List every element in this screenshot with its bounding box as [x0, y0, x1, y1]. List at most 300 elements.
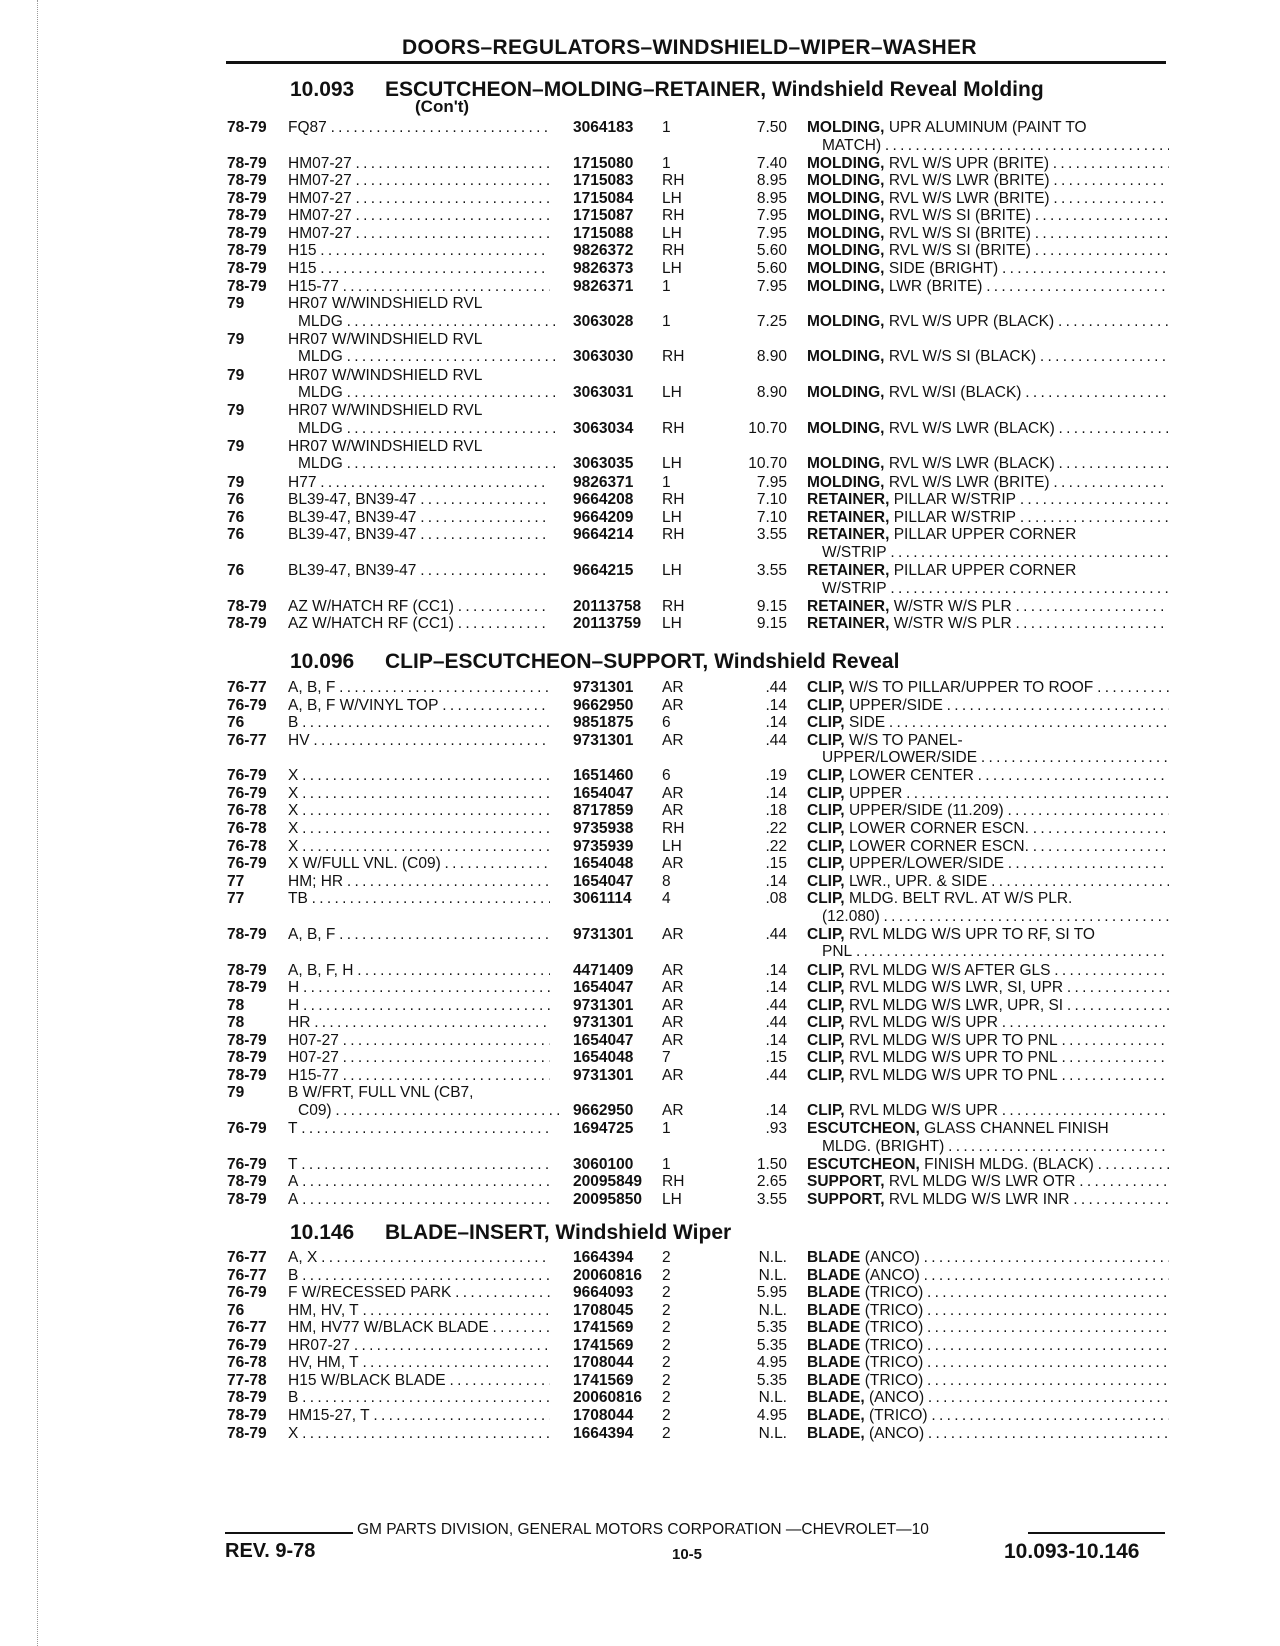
- year-cell: 76-79: [227, 1120, 267, 1138]
- quantity-cell: 6: [662, 767, 671, 785]
- quantity-cell: 2: [662, 1266, 671, 1284]
- quantity-cell: LH: [662, 837, 682, 855]
- part-number-cell: 9664208: [573, 491, 634, 509]
- model-cell: BL39-47, BN39-47 . . .: [288, 525, 550, 544]
- section-continued: (Con't): [415, 97, 470, 116]
- description-cell: [807, 154, 1169, 173]
- price-cell: 7.40: [756, 154, 787, 172]
- description-text: RVL MLDG W/S LWR, UPR, SI: [848, 996, 1064, 1014]
- model-cell: H15-77 . . .: [288, 277, 550, 296]
- year-cell: 78-79: [227, 207, 267, 225]
- year-cell: 76: [227, 1301, 245, 1319]
- description-keyword: ESCUTCHEON,: [807, 1155, 920, 1173]
- part-number-cell: 1715080: [573, 154, 634, 172]
- top-rule: [226, 61, 1166, 64]
- price-cell: .44: [765, 731, 787, 749]
- year-cell: 78: [227, 1014, 245, 1032]
- year-cell: 76-79: [227, 1336, 267, 1354]
- description-text: RVL MLDG W/S LWR, SI, UPR: [848, 979, 1064, 997]
- table-row: [0, 1190, 1280, 1209]
- description-cell: [807, 1031, 1169, 1050]
- part-number-cell: 9664209: [573, 508, 634, 526]
- footer-rule-right: [1028, 1532, 1165, 1534]
- description-cell: [807, 189, 1169, 208]
- model-cell: X . . .: [288, 766, 550, 785]
- price-cell: N.L.: [758, 1389, 787, 1407]
- description-cell: [807, 1318, 1169, 1337]
- description-keyword: CLIP,: [807, 731, 845, 749]
- description-text: W/STR W/S PLR: [893, 615, 1012, 633]
- quantity-cell: 1: [662, 473, 671, 491]
- description-cell: [807, 678, 1169, 697]
- table-row: [0, 978, 1280, 997]
- model-cell: A, B, F . . .: [288, 678, 550, 697]
- model-cell: HM07-27 . . .: [288, 154, 550, 173]
- quantity-cell: LH: [662, 508, 682, 526]
- table-row: [0, 713, 1280, 732]
- section-range: 10.093-10.146: [1004, 1540, 1140, 1563]
- model-cell: BL39-47, BN39-47 . . .: [288, 561, 550, 580]
- part-number-cell: 9731301: [573, 1014, 634, 1032]
- price-cell: 3.55: [756, 1190, 787, 1208]
- table-row: [0, 277, 1280, 296]
- table-row: [0, 1066, 1280, 1085]
- model-cell: X W/FULL VNL. (C09) . . .: [288, 854, 550, 873]
- year-cell: 76-77: [227, 1319, 267, 1337]
- description-cell: [807, 784, 1169, 803]
- price-cell: .19: [765, 767, 787, 785]
- price-cell: 7.10: [756, 508, 787, 526]
- price-cell: 5.35: [756, 1319, 787, 1337]
- model-cell-continued: MLDG . . .: [298, 419, 560, 438]
- part-number-cell: 1664394: [573, 1424, 634, 1442]
- model-cell: T . . .: [288, 1155, 550, 1174]
- section-heading: [290, 650, 899, 674]
- description-keyword: CLIP,: [807, 679, 845, 696]
- table-row-continued: [0, 1101, 1280, 1120]
- description-text: (TRICO): [864, 1336, 924, 1354]
- price-cell: .14: [765, 961, 787, 979]
- part-number-cell: 9731301: [573, 679, 634, 696]
- year-cell: 79: [227, 1084, 245, 1102]
- part-number-cell: 1741569: [573, 1371, 634, 1389]
- table-row: [0, 171, 1280, 190]
- description-keyword: CLIP,: [807, 890, 845, 908]
- quantity-cell: LH: [662, 561, 682, 579]
- description-cell: [807, 508, 1169, 527]
- price-cell: 3.55: [756, 561, 787, 579]
- model-cell: HM, HV, T . . .: [288, 1301, 550, 1320]
- description-keyword: BLADE,: [807, 1406, 865, 1424]
- price-cell: N.L.: [758, 1249, 787, 1266]
- model-cell: H15-77 . . .: [288, 1066, 550, 1085]
- table-row: [0, 1172, 1280, 1191]
- year-cell: 76-79: [227, 1155, 267, 1173]
- price-cell: 5.60: [756, 242, 787, 260]
- price-cell: 7.95: [756, 473, 787, 491]
- model-cell: HR07 W/WINDSHIELD RVL: [288, 366, 483, 384]
- model-cell: A, B, F W/VINYL TOP . . .: [288, 696, 550, 715]
- description-keyword: CLIP,: [807, 767, 845, 785]
- year-cell: 77-78: [227, 1371, 267, 1389]
- scan-margin-mark: [37, 0, 38, 1646]
- table-row: [0, 872, 1280, 891]
- model-cell-continued: MLDG . . .: [298, 454, 560, 473]
- description-continued-row: [0, 136, 1280, 155]
- description-text: UPPER/LOWER/SIDE: [848, 855, 1004, 873]
- year-cell: 79: [227, 437, 245, 455]
- description-cell: [807, 1248, 1169, 1267]
- description-cell: [807, 961, 1169, 980]
- quantity-cell: RH: [662, 419, 685, 437]
- part-number-cell: 3063028: [573, 312, 634, 330]
- description-cell: [807, 1172, 1169, 1191]
- part-number-cell: 3060100: [573, 1155, 634, 1173]
- table-row: [0, 731, 1280, 750]
- part-number-cell: 9735938: [573, 820, 634, 837]
- part-number-cell: 20113758: [573, 597, 642, 615]
- description-keyword: BLADE: [807, 1266, 861, 1284]
- description-text: LOWER CORNER ESCN.: [848, 837, 1029, 855]
- year-cell: 76-79: [227, 855, 267, 873]
- quantity-cell: LH: [662, 615, 682, 633]
- part-number-cell: 9826371: [573, 277, 634, 295]
- year-cell: 76-79: [227, 767, 267, 785]
- description-cell: [807, 118, 1169, 137]
- description-continued: W/STRIP . . .: [822, 543, 1169, 562]
- quantity-cell: 7: [662, 1049, 671, 1067]
- description-text: RVL MLDG W/S LWR OTR: [888, 1173, 1076, 1191]
- model-cell: HM07-27 . . .: [288, 224, 550, 243]
- table-row: [0, 508, 1280, 527]
- table-row: [0, 678, 1280, 697]
- description-keyword: CLIP,: [807, 1031, 845, 1049]
- quantity-cell: LH: [662, 455, 682, 473]
- price-cell: 8.90: [756, 348, 787, 366]
- part-number-cell: 1664394: [573, 1249, 634, 1266]
- price-cell: 7.10: [756, 491, 787, 509]
- model-cell: B W/FRT, FULL VNL (CB7,: [288, 1084, 474, 1102]
- description-text: W/STR W/S PLR: [893, 597, 1012, 615]
- year-cell: 76-77: [227, 679, 267, 696]
- description-text: RVL W/S SI (BRITE): [888, 207, 1031, 225]
- price-cell: .14: [765, 1031, 787, 1049]
- description-keyword: CLIP,: [807, 837, 845, 855]
- page-number: 10-5: [672, 1546, 703, 1563]
- table-row-continued: [0, 383, 1280, 402]
- description-continued-row: [0, 579, 1280, 598]
- description-keyword: CLIP,: [807, 1066, 845, 1084]
- model-cell: X . . .: [288, 801, 550, 820]
- quantity-cell: 1: [662, 119, 671, 136]
- part-number-cell: 4471409: [573, 961, 634, 979]
- quantity-cell: LH: [662, 224, 682, 242]
- part-number-cell: 3063031: [573, 384, 634, 402]
- part-number-cell: 8717859: [573, 802, 634, 820]
- description-text: MLDG. BELT RVL. AT W/S PLR.: [848, 890, 1073, 908]
- description-text: W/S TO PANEL-: [848, 731, 963, 749]
- model-cell: HM15-27, T . . .: [288, 1406, 550, 1425]
- year-cell: 78-79: [227, 1066, 267, 1084]
- table-row: [0, 1424, 1280, 1443]
- description-keyword: MOLDING,: [807, 455, 885, 473]
- year-cell: 78-79: [227, 597, 267, 615]
- description-cell: [807, 1283, 1169, 1302]
- quantity-cell: AR: [662, 784, 684, 802]
- table-row: [0, 366, 1280, 385]
- description-keyword: BLADE: [807, 1371, 861, 1389]
- quantity-cell: RH: [662, 597, 685, 615]
- model-cell-continued: MLDG . . .: [298, 312, 560, 331]
- description-keyword: MOLDING,: [807, 172, 885, 190]
- model-cell: X . . .: [288, 1424, 550, 1443]
- description-cell: [807, 1406, 1169, 1425]
- table-row: [0, 1283, 1280, 1302]
- model-cell: HR . . .: [288, 1013, 550, 1032]
- description-text: (TRICO): [864, 1284, 924, 1302]
- description-keyword: BLADE: [807, 1336, 861, 1354]
- model-cell: A, B, F . . .: [288, 925, 550, 944]
- quantity-cell: RH: [662, 491, 685, 509]
- model-cell: BL39-47, BN39-47 . . .: [288, 508, 550, 527]
- year-cell: 76-77: [227, 1266, 267, 1284]
- year-cell: 78-79: [227, 277, 267, 295]
- year-cell: 76: [227, 561, 245, 579]
- description-keyword: RETAINER,: [807, 491, 890, 509]
- year-cell: 76-77: [227, 731, 267, 749]
- description-text: RVL MLDG W/S UPR TO PNL: [848, 1066, 1058, 1084]
- year-cell: 78-79: [227, 224, 267, 242]
- table-row: [0, 154, 1280, 173]
- model-cell: HR07 W/WINDSHIELD RVL: [288, 437, 483, 455]
- part-number-cell: 3061114: [573, 890, 632, 908]
- description-cell: [807, 1101, 1169, 1120]
- table-row: [0, 189, 1280, 208]
- table-row: [0, 1119, 1280, 1138]
- quantity-cell: 8: [662, 872, 671, 890]
- quantity-cell: AR: [662, 1014, 684, 1032]
- description-cell: [807, 383, 1169, 402]
- quantity-cell: LH: [662, 260, 682, 277]
- description-cell: [807, 347, 1169, 366]
- part-number-cell: 9664093: [573, 1284, 634, 1302]
- model-cell: A, X . . .: [288, 1248, 550, 1267]
- table-row: [0, 1301, 1280, 1320]
- model-cell: HM07-27 . . .: [288, 171, 550, 190]
- part-number-cell: 1651460: [573, 767, 634, 785]
- part-number-cell: 1654047: [573, 979, 634, 997]
- description-text: RVL MLDG W/S UPR TO PNL: [848, 1049, 1058, 1067]
- description-text: (TRICO): [864, 1371, 924, 1389]
- model-cell: H15 W/BLACK BLADE . . .: [288, 1371, 550, 1390]
- year-cell: 78-79: [227, 154, 267, 172]
- part-number-cell: 1715087: [573, 207, 634, 225]
- section-number: 10.096: [290, 650, 355, 673]
- price-cell: 5.95: [756, 1284, 787, 1302]
- part-number-cell: 20060816: [573, 1266, 642, 1284]
- table-row: [0, 473, 1280, 492]
- model-cell: A . . .: [288, 1172, 550, 1191]
- model-cell: TB . . .: [288, 889, 550, 908]
- part-number-cell: 1654047: [573, 784, 634, 802]
- description-keyword: BLADE,: [807, 1389, 865, 1407]
- table-row: [0, 1013, 1280, 1032]
- description-cell: [807, 996, 1169, 1015]
- part-number-cell: 20060816: [573, 1389, 642, 1407]
- table-row: [0, 837, 1280, 856]
- description-cell: [807, 889, 1169, 908]
- price-cell: 8.95: [756, 172, 787, 190]
- description-text: RVL W/S UPR (BRITE): [888, 154, 1049, 172]
- model-cell: H07-27 . . .: [288, 1048, 550, 1067]
- part-number-cell: 9731301: [573, 1066, 634, 1084]
- page-title: DOORS–REGULATORS–WINDSHIELD–WIPER–WASHER: [402, 36, 977, 59]
- description-cell: [807, 1013, 1169, 1032]
- description-text: (ANCO): [864, 1266, 920, 1284]
- quantity-cell: RH: [662, 1173, 685, 1191]
- table-row: [0, 437, 1280, 456]
- year-cell: 76: [227, 508, 245, 526]
- description-continued-row: [0, 748, 1280, 767]
- description-cell: [807, 614, 1169, 633]
- year-cell: 76-79: [227, 1284, 267, 1302]
- table-row: [0, 206, 1280, 225]
- year-cell: 76-78: [227, 1354, 267, 1372]
- description-keyword: CLIP,: [807, 996, 845, 1014]
- description-text: RVL W/S UPR (BLACK): [888, 312, 1055, 330]
- table-row: [0, 961, 1280, 980]
- quantity-cell: AR: [662, 679, 684, 696]
- description-continued: (12.080) . . .: [822, 907, 1169, 926]
- quantity-cell: 2: [662, 1284, 671, 1302]
- part-number-cell: 1708044: [573, 1406, 634, 1424]
- part-number-cell: 1715088: [573, 224, 634, 242]
- year-cell: 78-79: [227, 1190, 267, 1208]
- description-text: RVL W/S LWR (BRITE): [888, 172, 1050, 190]
- model-cell: F W/RECESSED PARK . . .: [288, 1283, 550, 1302]
- quantity-cell: 6: [662, 714, 671, 732]
- price-cell: 4.95: [756, 1354, 787, 1372]
- table-row: [0, 1353, 1280, 1372]
- table-row: [0, 241, 1280, 260]
- model-cell: HR07 W/WINDSHIELD RVL: [288, 402, 483, 420]
- part-number-cell: 1654048: [573, 855, 634, 873]
- description-text: FINISH MLDG. (BLACK): [924, 1155, 1094, 1173]
- description-text: RVL W/S LWR (BRITE): [888, 189, 1050, 207]
- model-cell: HM07-27 . . .: [288, 206, 550, 225]
- description-text: UPR ALUMINUM (PAINT TO: [888, 119, 1087, 136]
- quantity-cell: 2: [662, 1406, 671, 1424]
- model-cell: FQ87 . . .: [288, 118, 550, 137]
- footer-rule-left: [225, 1532, 353, 1534]
- description-text: RVL MLDG W/S UPR TO RF, SI TO: [848, 925, 1095, 943]
- table-row: [0, 1048, 1280, 1067]
- description-cell: [807, 525, 1169, 544]
- quantity-cell: RH: [662, 207, 685, 225]
- price-cell: .14: [765, 979, 787, 997]
- table-row: [0, 330, 1280, 349]
- price-cell: 7.95: [756, 277, 787, 295]
- price-cell: 8.95: [756, 189, 787, 207]
- description-keyword: MOLDING,: [807, 312, 885, 330]
- year-cell: 76-78: [227, 837, 267, 855]
- description-keyword: RETAINER,: [807, 526, 890, 544]
- description-continued-row: [0, 543, 1280, 562]
- description-cell: [807, 1048, 1169, 1067]
- quantity-cell: AR: [662, 855, 684, 873]
- description-text: (TRICO): [864, 1319, 924, 1337]
- table-row: [0, 1031, 1280, 1050]
- quantity-cell: 1: [662, 1120, 671, 1138]
- part-number-cell: 20095850: [573, 1190, 642, 1208]
- description-keyword: MOLDING,: [807, 419, 885, 437]
- year-cell: 78-79: [227, 1406, 267, 1424]
- table-row: [0, 525, 1280, 544]
- description-cell: [807, 206, 1169, 225]
- year-cell: 78-79: [227, 189, 267, 207]
- description-keyword: RETAINER,: [807, 561, 890, 579]
- table-row: [0, 490, 1280, 509]
- description-keyword: MOLDING,: [807, 119, 885, 136]
- part-number-cell: 1694725: [573, 1120, 634, 1138]
- description-keyword: MOLDING,: [807, 348, 885, 366]
- description-continued: MATCH) . . .: [822, 136, 1169, 155]
- table-row-continued: [0, 419, 1280, 438]
- table-row: [0, 1248, 1280, 1267]
- year-cell: 76-79: [227, 784, 267, 802]
- description-text: RVL W/S LWR (BLACK): [888, 419, 1055, 437]
- quantity-cell: 1: [662, 1155, 671, 1173]
- description-text: LWR., UPR. & SIDE: [848, 872, 988, 890]
- table-row: [0, 401, 1280, 420]
- description-keyword: BLADE: [807, 1249, 861, 1266]
- table-row: [0, 819, 1280, 838]
- part-number-cell: 9731301: [573, 925, 634, 943]
- part-number-cell: 9826371: [573, 473, 634, 491]
- part-number-cell: 9662950: [573, 1102, 634, 1119]
- quantity-cell: AR: [662, 1066, 684, 1084]
- year-cell: 79: [227, 330, 245, 348]
- description-keyword: RETAINER,: [807, 508, 890, 526]
- description-cell: [807, 1119, 1169, 1138]
- price-cell: .14: [765, 1102, 787, 1119]
- description-keyword: CLIP,: [807, 802, 845, 820]
- description-keyword: MOLDING,: [807, 224, 885, 242]
- description-text: W/S TO PILLAR/UPPER TO ROOF: [848, 679, 1094, 696]
- quantity-cell: 1: [662, 312, 671, 330]
- year-cell: 78-79: [227, 172, 267, 190]
- description-keyword: SUPPORT,: [807, 1190, 885, 1208]
- quantity-cell: 4: [662, 890, 671, 908]
- year-cell: 79: [227, 473, 245, 491]
- quantity-cell: AR: [662, 1031, 684, 1049]
- description-cell: [807, 1353, 1169, 1372]
- description-cell: [807, 561, 1169, 580]
- table-row: [0, 118, 1280, 137]
- description-cell: [807, 419, 1169, 438]
- quantity-cell: RH: [662, 242, 685, 260]
- price-cell: .22: [765, 820, 787, 837]
- description-cell: [807, 766, 1169, 785]
- part-number-cell: 3064183: [573, 119, 634, 136]
- footer-text: GM PARTS DIVISION, GENERAL MOTORS CORPORATION —CHEVROLET—10: [357, 1521, 929, 1538]
- price-cell: .44: [765, 1066, 787, 1084]
- price-cell: 10.70: [748, 455, 787, 473]
- description-cell: [807, 277, 1169, 296]
- part-number-cell: 3063035: [573, 455, 634, 473]
- description-keyword: ESCUTCHEON,: [807, 1120, 920, 1138]
- price-cell: 5.60: [756, 260, 787, 277]
